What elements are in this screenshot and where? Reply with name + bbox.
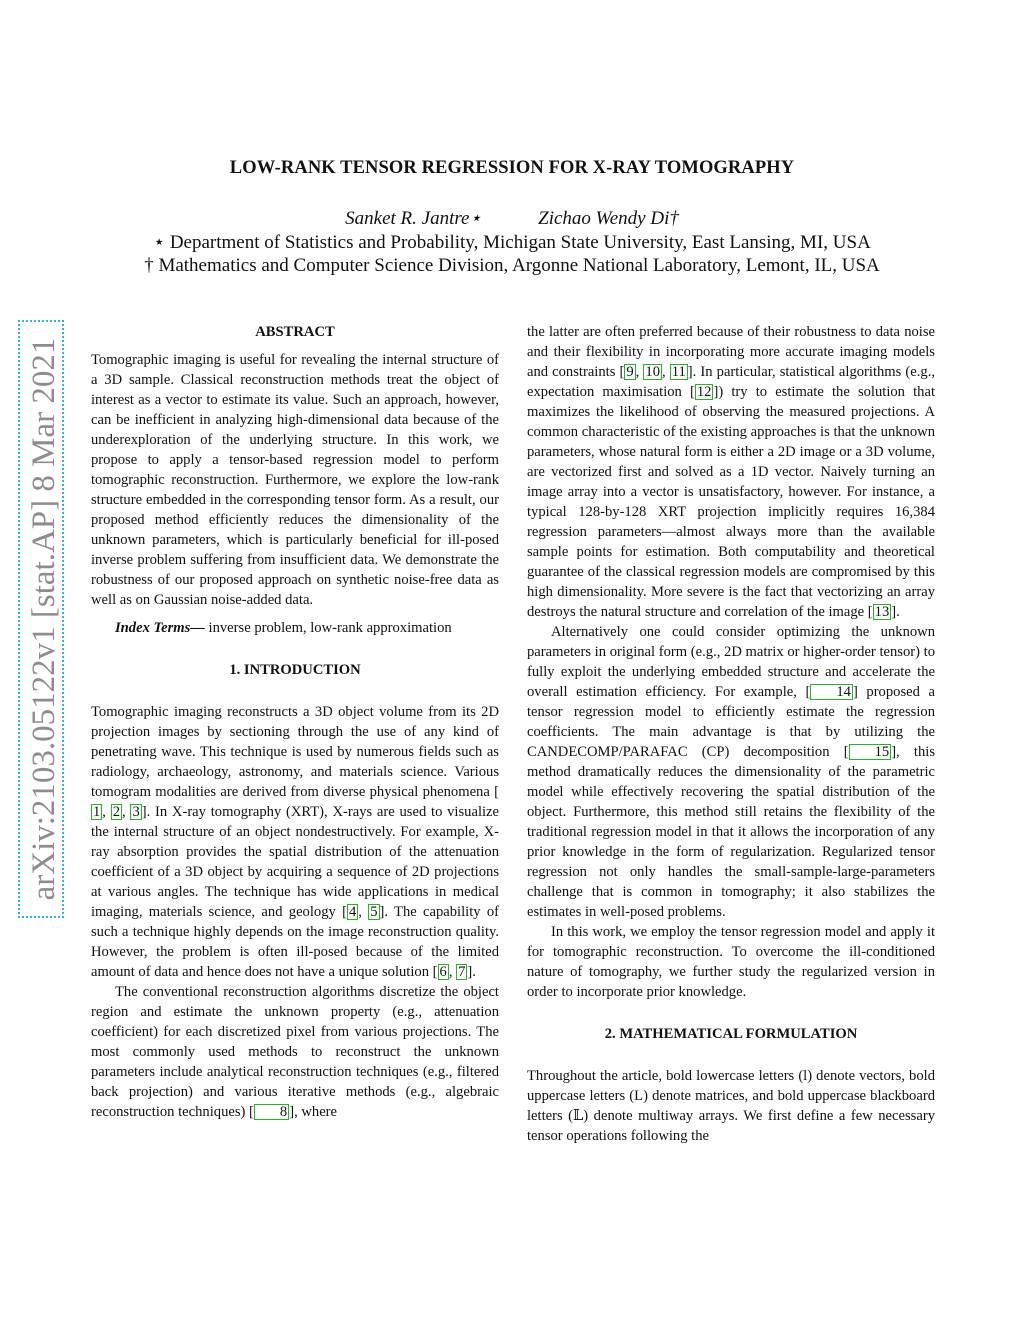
citation-link[interactable]: 1 <box>93 804 101 820</box>
affiliation-1: ⋆ Department of Statistics and Probability, Michigan State University, East Lansing, MI, USA <box>153 232 871 253</box>
affiliation-2: † Mathematics and Computer Science Division, Argonne National Laboratory, Lemont, IL, USA <box>144 255 880 276</box>
intro-paragraph-5: In this work, we employ the tensor regression model and apply it for tomographic reconstruction. To overcome the ill-conditioned nature of tomography, we further study the regularized version in order to incorporate prior knowledge. <box>527 924 935 1000</box>
intro-paragraph-4: Alternatively one could consider optimizing the unknown parameters in original form (e.g., 2D matrix or higher-order tensor) to fully exploit the underlying embedded structure and accelerate the overall estimation efficiency. For example, [ 14 ] proposed a tensor regression model to efficiently estimate the regression coefficients. The main advantage is that by utilizing the CANDECOMP/PARAFAC (CP) decomposition [ 15 ], this method dramatically reduces the dimensionality of the parametric model while effectively recovering the spatial distribution of the object. Furthermore, this method still retains the flexibility of the traditional regression model in that it allows the incorporation of any prior knowledge in the form of regularization. Regularized tensor regression not only handles the small-sample-large-parameters challenge that is common in tomography; it also stabilizes the estimates in well-posed problems. <box>527 624 935 920</box>
citation-link[interactable]: 4 <box>348 904 357 920</box>
arxiv-identifier[interactable]: arXiv:2103.05122v1 [stat.AP] 8 Mar 2021 <box>26 337 62 901</box>
citation-link[interactable]: 12 <box>696 384 712 400</box>
citation-link[interactable]: 2 <box>112 804 121 820</box>
index-terms <box>91 618 499 638</box>
intro-paragraph-2: The conventional reconstruction algorithms discretize the object region and estimate the unknown property (e.g., attenuation coefficient) for each discretized pixel from various projections. The most commonly used methods to reconstruct the unknown parameters include analytical reconstruction techniques (e.g., filtered back projection) and various iterative methods (e.g., algebraic reconstruction techniques) [ 8 ], where <box>91 984 499 1120</box>
abstract-text: Tomographic imaging is useful for revealing the internal structure of a 3D sample. Classical reconstruction methods treat the object of interest as a vector to estimate its value. Such an approach, however, can be inefficient in analyzing high-dimensional data because of the underexploration of the underlying structure. In this work, we propose to apply a tensor-based regression model to perform tomographic reconstruction. Furthermore, we explore the low-rank structure embedded in the corresponding tensor form. As a result, our proposed method efficiently reduces the dimensionality of the unknown parameters, which is particularly beneficial for ill-posed inverse problem suffering from insufficient data. We demonstrate the robustness of our proposed approach on synthetic noise-free data as well as on Gaussian noise-added data. <box>91 352 499 608</box>
citation-link[interactable]: 9 <box>626 364 634 380</box>
section-1-heading: 1. INTRODUCTION <box>229 662 361 678</box>
left-column <box>91 322 499 1122</box>
author-2: Zichao Wendy Di† <box>538 208 679 229</box>
intro-paragraph-3: the latter are often preferred because of their robustness to data noise and their flexibility in incorporating more accurate imaging models and constraints [ 9 , 10 , 11 ]. In particular, statistical algorithms (e.g., expectation maximisation [ 12 ]) try to estimate the solution that maximizes the likelihood of observing the measured projections. A common characteristic of the existing approaches is that the unknown parameters, whose natural form is either a 2D image or a 3D volume, are vectorized first and solved as a 1D vector. Naively turning an image array into a vector is unsatisfactory, however. For instance, a typical 128-by-128 XRT projection implicitly requires 16,384 regression parameters—almost always more than the available sample points for estimation. Both computability and theoretical guarantee of the classical regression models are compromised by this high dimensionality. More severe is the fact that vectorizing an array destroys the natural structure and correlation of the image [ 13 ]. <box>527 324 936 620</box>
citation-link[interactable]: 14 <box>810 684 853 700</box>
author-line <box>0 207 1024 230</box>
index-terms-text: inverse problem, low-rank approximation <box>204 620 452 636</box>
right-column <box>527 322 935 1146</box>
citation-link[interactable]: 13 <box>874 604 890 620</box>
intro-paragraph-1: Tomographic imaging reconstructs a 3D object volume from its 2D projection images by sectioning through the use of any kind of penetrating wave. This technique is used by numerous fields such as radiology, archaeology, astronomy, and materials science. Various tomogram modalities are derived from diverse physical phenomena [1 , 2 , 3 ]. In X-ray tomography (XRT), X-rays are used to visualize the internal structure of an object nondestructively. For example, X-ray absorption provides the spatial distribution of the attenuation coefficient of a 3D object by acquiring a sequence of 2D projections at various angles. The technique has wide applications in medical imaging, materials science, and geology [ 4 , 5 ]. The capability of such a technique highly depends on the image reconstruction quality. However, the problem is often ill-posed because of the limited amount of data and hence does not have a unique solution [ 6 , 7 ]. <box>91 704 500 980</box>
author-1: Sanket R. Jantre⋆ <box>345 208 482 229</box>
section-2-heading: 2. MATHEMATICAL FORMULATION <box>604 1026 858 1042</box>
citation-link[interactable]: 7 <box>458 964 466 980</box>
formulation-paragraph-1: Throughout the article, bold lowercase letters (l) denote vectors, bold uppercase letters (L) denote matrices, and bold uppercase blackboard letters (𝕃) denote multiway arrays. We first define a few necessary tensor operations following the <box>527 1068 935 1144</box>
citation-link[interactable]: 8 <box>254 1104 289 1120</box>
paper-title: LOW-RANK TENSOR REGRESSION FOR X-RAY TOMOGRAPHY <box>229 158 795 178</box>
citation-link[interactable]: 3 <box>132 804 140 820</box>
citation-link[interactable]: 6 <box>439 964 447 980</box>
abstract-heading: ABSTRACT <box>255 324 335 340</box>
citation-link[interactable]: 5 <box>370 904 378 920</box>
citation-link[interactable]: 10 <box>645 364 660 380</box>
index-terms-label: Index Terms— <box>115 620 205 636</box>
citation-link[interactable]: 15 <box>849 744 892 760</box>
citation-link[interactable]: 11 <box>671 364 686 380</box>
